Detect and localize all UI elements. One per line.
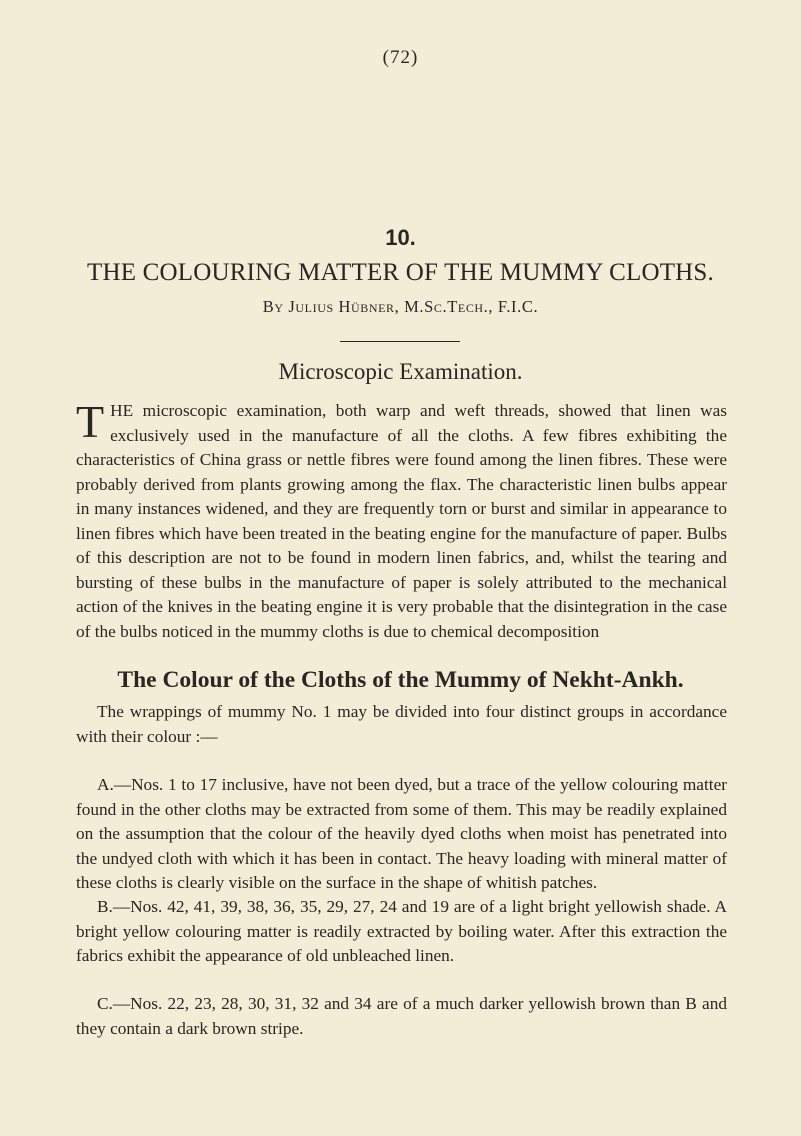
paragraph-body: microscopic examination, both warp and weft threads, showed that linen was exclusively used in the manufacture of all the cloths. A few fibres exhibiting the characteristics of China grass or nettle fibres were found among the linen fibres. These were probably derived from plants growing among the flax. The characteristic linen bulbs appear in many instances widened, and they are frequently torn or burst and similar in appearance to linen fibres which have been treated in the beating engine for the manufacture of paper. Bulbs of this description are not to be found in modern linen fabrics, and, whilst the tearing and bursting of these bulbs in the manufacture of paper is solely attributed to the mechanical action of the knives in the beating engine it is very probable that the disintegration in the case of the bulbs noticed in the mummy cloths is due to chemical decomposition — [76, 401, 727, 641]
section-title-colour: The Colour of the Cloths of the Mummy of Nekht-Ankh. — [117, 667, 684, 693]
paragraph-group-a: A.—Nos. 1 to 17 inclusive, have not been dyed, but a trace of the yellow colouring matter found in the other cloths may be extracted from some of them. This may be readily explained on the assumption that the colour of the heavily dyed cloths when moist has penetrated into the undyed cloth with which it has been in contact. The heavy loading with mineral matter of these cloths is clearly visible on the surface in the shape of whitish patches. — [76, 775, 727, 892]
byline: By Julius Hübner, M.Sc.Tech., F.I.C. — [262, 297, 539, 316]
paragraph-intro: The wrappings of mummy No. 1 may be divided into four distinct groups in accordance with their colour :— — [76, 702, 727, 746]
first-word: HE — [110, 401, 134, 420]
section-title-microscopic: Microscopic Examination. — [278, 359, 523, 384]
article-title: THE COLOURING MATTER OF THE MUMMY CLOTHS. — [87, 259, 714, 286]
paragraph-group-c: C.—Nos. 22, 23, 28, 30, 31, 32 and 34 are of a much darker yellowish brown than B and they contain a dark brown stripe. — [76, 994, 727, 1038]
article-number: 10. — [385, 225, 416, 250]
drop-cap: T — [76, 396, 105, 447]
page-number: (72) — [382, 47, 419, 68]
paragraph-microscopic — [76, 396, 727, 644]
divider-rule — [340, 341, 460, 342]
paragraph-group-b: B.—Nos. 42, 41, 39, 38, 36, 35, 29, 27, 24 and 19 are of a light bright yellowish shade. A bright yellow colouring matter is readily extracted by boiling water. After this extraction the fabrics exhibit the appearance of old unbleached linen. — [76, 897, 727, 965]
